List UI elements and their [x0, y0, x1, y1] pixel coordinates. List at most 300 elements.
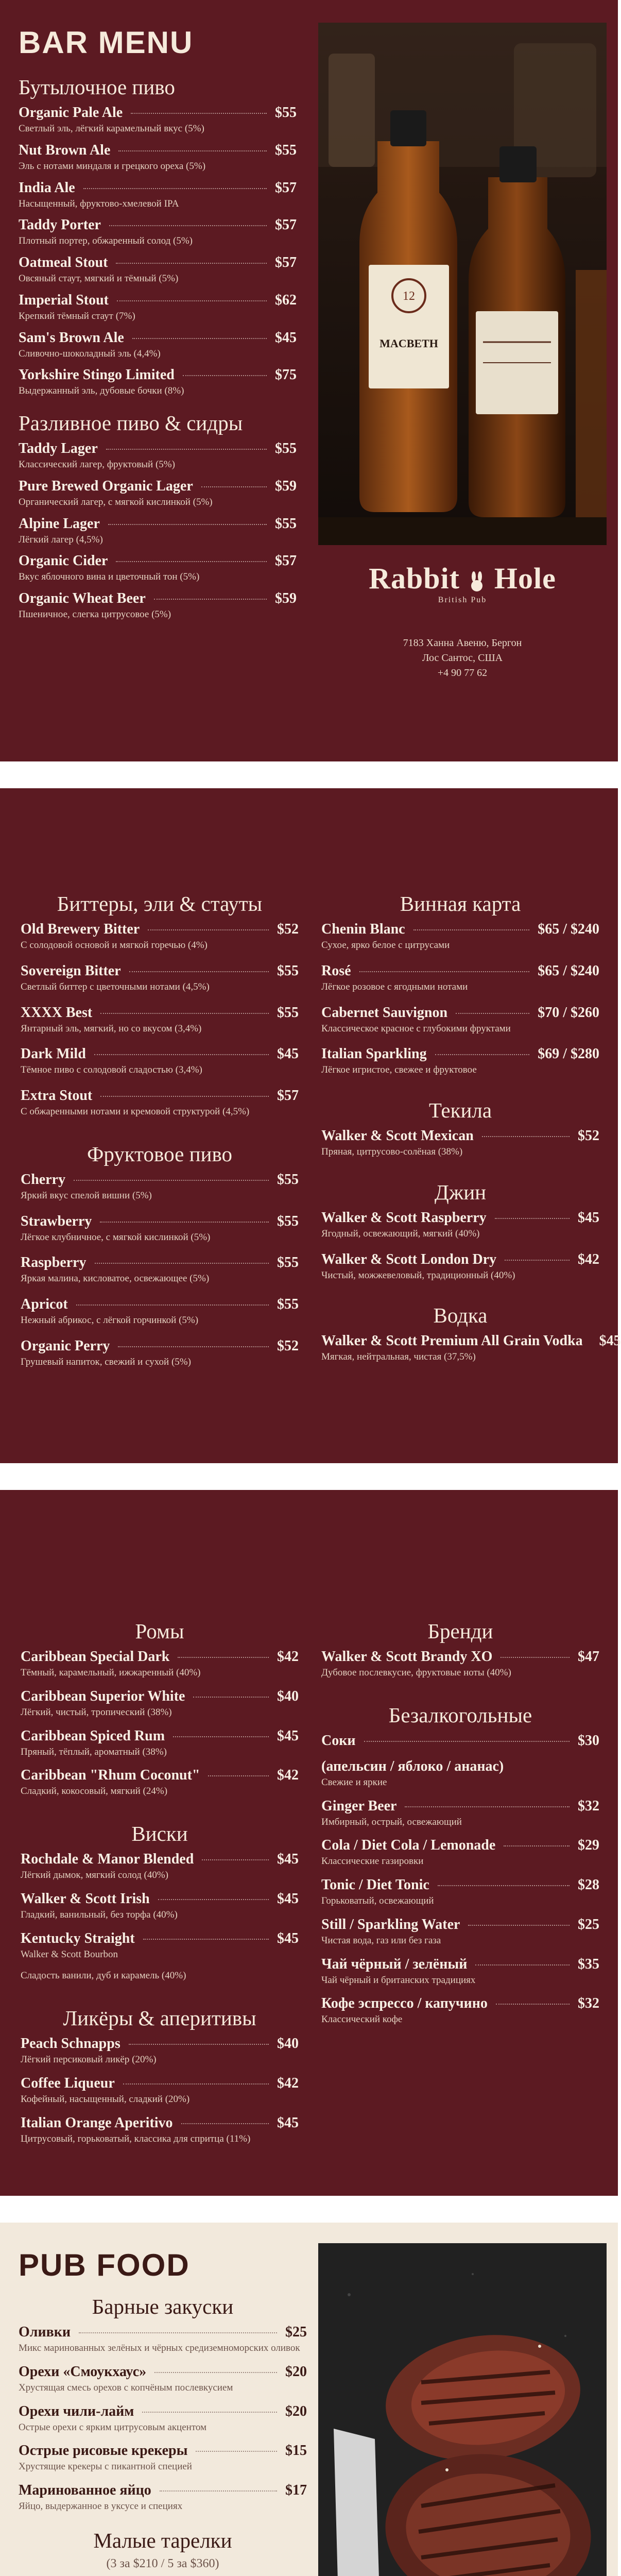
- menu-item: [321, 1758, 599, 1789]
- item-price: $55: [275, 440, 297, 456]
- menu-section: [321, 891, 599, 1076]
- item-description: Кофейный, насыщенный, сладкий (20%): [21, 2093, 190, 2105]
- menu-item: [321, 1877, 599, 1907]
- menu-item-row: [19, 2443, 307, 2459]
- section-title: Барные закуски: [92, 2295, 234, 2318]
- section-title: Безалкогольные: [388, 1703, 532, 1727]
- item-description: Чай чёрный и британских традициях: [321, 1974, 476, 1986]
- item-price: $42: [578, 1251, 599, 1267]
- menu-item-row: [19, 292, 297, 309]
- item-name: Соки: [321, 1732, 356, 1749]
- menu-item-row: [19, 2364, 307, 2380]
- item-price: $45: [277, 1727, 299, 1744]
- dot-leader: [364, 1741, 570, 1742]
- section-title: Джин: [434, 1180, 487, 1204]
- menu-item-row: [321, 1798, 599, 1815]
- menu-item: [21, 1851, 299, 1882]
- item-price: $55: [277, 1255, 299, 1271]
- menu-item-row: [19, 105, 297, 121]
- item-name: Organic Pale Ale: [19, 105, 123, 121]
- item-name: Peach Schnapps: [21, 2036, 120, 2052]
- menu-item: [321, 1995, 599, 2026]
- item-name: Nut Brown Ale: [19, 142, 111, 158]
- menu-item-row: [21, 1767, 299, 1784]
- menu-section: [321, 1303, 621, 1363]
- steak-illustration: [318, 2243, 607, 2576]
- menu-item-row: [21, 2115, 299, 2131]
- item-price: $59: [275, 478, 297, 494]
- dot-leader: [208, 1775, 269, 1776]
- item-name: XXXX Best: [21, 1004, 93, 1021]
- menu-item-row: [21, 1338, 299, 1354]
- item-name: Yorkshire Stingo Limited: [19, 367, 175, 383]
- spirits-page: [0, 1490, 618, 2196]
- item-name: Sam's Brown Ale: [19, 329, 124, 346]
- menu-item: [19, 255, 297, 285]
- dot-leader: [505, 1260, 570, 1261]
- menu-item-row: [19, 590, 297, 607]
- menu-section: [321, 1098, 599, 1158]
- menu-item-row: [321, 1733, 599, 1749]
- dot-leader: [116, 263, 267, 264]
- item-name: Old Brewery Bitter: [21, 921, 140, 937]
- menu-item-row: [321, 1877, 599, 1893]
- item-name: Organic Wheat Beer: [19, 590, 146, 606]
- menu-item: [321, 1251, 599, 1282]
- menu-item-row: [21, 1728, 299, 1744]
- item-description: Walker & Scott Bourbon: [21, 1948, 118, 1960]
- dot-leader: [173, 1736, 269, 1737]
- item-name: Walker & Scott Mexican: [321, 1128, 474, 1144]
- menu-item-row: [19, 2403, 307, 2420]
- menu-item: [321, 1128, 599, 1158]
- item-description: Светлый эль, лёгкий карамельный вкус (5%): [19, 123, 204, 134]
- menu-item-row: [321, 1649, 599, 1665]
- item-price: $55: [275, 105, 297, 121]
- bar-menu-page: [0, 0, 618, 761]
- item-price: $17: [285, 2482, 307, 2498]
- item-description: Ягодный, освежающий, мягкий (40%): [321, 1228, 480, 1239]
- menu-item: [21, 2075, 299, 2106]
- item-description: Сливочно-шоколадный эль (4,4%): [19, 348, 161, 359]
- item-description: Свежие и яркие: [321, 1776, 387, 1788]
- item-name: Kentucky Straight: [21, 1930, 135, 1946]
- item-description: Гладкий, ванильный, без торфа (40%): [21, 1909, 178, 1920]
- item-description: Яркий вкус спелой вишни (5%): [21, 1190, 152, 1201]
- menu-item-row: [21, 1255, 299, 1271]
- item-description: Грушевый напиток, свежий и сухой (5%): [21, 1356, 191, 1367]
- item-description: Классический кофе: [321, 2014, 403, 2025]
- item-description: Лёгкий лагер (4,5%): [19, 534, 103, 545]
- dot-leader: [148, 929, 269, 930]
- section-title: Бренди: [427, 1619, 493, 1643]
- item-price: $57: [275, 179, 297, 196]
- dot-leader: [475, 1964, 570, 1965]
- menu-item: [321, 1917, 599, 1947]
- item-name: Pure Brewed Organic Lager: [19, 478, 193, 494]
- item-price: $40: [277, 2036, 299, 2052]
- dot-leader: [495, 1218, 570, 1219]
- dot-leader: [160, 2490, 277, 2492]
- item-name: Cabernet Sauvignon: [321, 1004, 448, 1021]
- menu-item-row: [19, 367, 297, 383]
- item-price: $42: [277, 1767, 299, 1784]
- bottle-label: MACBETH: [380, 337, 438, 350]
- item-description: Чистый, можжевеловый, традиционный (40%): [321, 1269, 515, 1281]
- menu-section: [321, 1703, 599, 2026]
- menu-item: [21, 1728, 299, 1758]
- menu-item-row: [21, 1930, 299, 1947]
- menu-item-row: [21, 1891, 299, 1907]
- rabbit-icon: [468, 571, 486, 592]
- item-price: $55: [277, 1296, 299, 1312]
- dot-leader: [109, 225, 267, 226]
- menu-item-row: [321, 1251, 599, 1268]
- item-price: $20: [285, 2363, 307, 2380]
- right-column: [321, 1619, 599, 2049]
- menu-item-row: [19, 440, 297, 457]
- dot-leader: [501, 1657, 570, 1658]
- page-gap: [0, 2196, 618, 2223]
- menu-item-row: [19, 330, 297, 346]
- item-price: $52: [277, 921, 299, 937]
- pub-food-page: [0, 2223, 618, 2576]
- menu-item-row: [21, 1649, 299, 1665]
- dot-leader: [129, 971, 269, 972]
- item-description: Микс маринованных зелёных и чёрных средиземноморских оливок: [19, 2343, 300, 2353]
- menu-item: [21, 1255, 299, 1285]
- menu-item-row: [19, 255, 297, 271]
- item-price: $35: [578, 1956, 599, 1972]
- dot-leader: [158, 1899, 269, 1900]
- item-price: $20: [285, 2403, 307, 2419]
- item-price: $69 / $280: [538, 1046, 599, 1062]
- item-name: Walker & Scott Irish: [21, 1890, 150, 1907]
- menu-item-row: [21, 921, 299, 938]
- item-description: Классические газировки: [321, 1856, 424, 1867]
- menu-item-row: [19, 217, 297, 233]
- menu-item: [19, 142, 297, 173]
- item-name: Extra Stout: [21, 1088, 93, 1104]
- dot-leader: [83, 188, 267, 189]
- menu-item-row: [19, 2482, 307, 2499]
- item-price: $25: [285, 2324, 307, 2340]
- snacks-section: [19, 2294, 307, 2576]
- menu-item: [321, 1798, 599, 1828]
- item-name: Caribbean Superior White: [21, 1688, 185, 1704]
- dot-leader: [118, 1346, 269, 1347]
- menu-item-row: [21, 2036, 299, 2052]
- item-name: Чай чёрный / зелёный: [321, 1956, 468, 1972]
- dot-leader: [123, 2083, 269, 2084]
- dot-leader: [108, 524, 267, 525]
- item-name: Ginger Beer: [321, 1798, 397, 1814]
- item-price: $55: [275, 142, 297, 158]
- menu-item: [321, 1046, 599, 1076]
- left-column: [21, 891, 299, 1392]
- menu-item: [19, 590, 297, 621]
- item-description: Сладкий, кокосовый, мягкий (24%): [21, 1786, 168, 1797]
- item-description: Плотный портер, обжаренный солод (5%): [19, 235, 193, 247]
- menu-item: [21, 1688, 299, 1719]
- page-gap: [0, 1463, 618, 1490]
- menu-item: [321, 1005, 599, 1035]
- item-name: Caribbean Special Dark: [21, 1649, 170, 1665]
- item-description: Пряный, тёплый, ароматный (38%): [21, 1746, 167, 1757]
- item-description: Пряная, цитрусово-солёная (38%): [321, 1146, 463, 1157]
- left-column: [21, 1619, 299, 2168]
- menu-item: [19, 330, 297, 360]
- menu-section: [19, 75, 297, 397]
- item-description: Насыщенный, фруктово-хмелевой IPA: [19, 198, 179, 209]
- item-price: $59: [275, 590, 297, 606]
- item-name: Cola / Diet Cola / Lemonade: [321, 1837, 496, 1854]
- address-block: [318, 636, 607, 681]
- dot-leader: [117, 300, 267, 301]
- item-description: С обжаренными нотами и кремовой структурой (4,5%): [21, 1106, 250, 1117]
- section-title: Разливное пиво & сидры: [19, 411, 243, 435]
- item-price: $45: [277, 2114, 299, 2131]
- item-price: $55: [277, 1004, 299, 1021]
- item-price: $52: [277, 1337, 299, 1354]
- item-price: $52: [578, 1128, 599, 1144]
- address-line: 7183 Ханна Авеню, Бергон: [403, 637, 522, 649]
- bitters-wine-page: [0, 788, 621, 1463]
- item-price: $75: [275, 367, 297, 383]
- menu-title: BAR MENU: [19, 25, 194, 60]
- menu-item: [21, 1338, 299, 1368]
- menu-item-row: [21, 1688, 299, 1705]
- item-name: Cherry: [21, 1171, 66, 1188]
- item-name: Chenin Blanc: [321, 921, 405, 937]
- item-price: $25: [578, 1916, 599, 1933]
- bottled-beer-section: [19, 75, 297, 621]
- item-name: Caribbean Spiced Rum: [21, 1727, 165, 1744]
- menu-item: [21, 1930, 299, 1961]
- bottles-illustration: [318, 23, 607, 545]
- menu-item: [321, 1956, 599, 1987]
- dot-leader: [142, 2412, 277, 2413]
- item-name: India Ale: [19, 179, 75, 196]
- item-price: $45: [599, 1333, 621, 1349]
- item-price: $57: [275, 217, 297, 233]
- item-description: Имбирный, острый, освежающий: [321, 1816, 462, 1827]
- section-title: Водка: [433, 1303, 488, 1328]
- item-name: Coffee Liqueur: [21, 2075, 115, 2091]
- item-name: Walker & Scott Premium All Grain Vodka: [321, 1333, 583, 1349]
- menu-item-row: [321, 1333, 621, 1349]
- logo-word-hole: Hole: [494, 562, 556, 595]
- section-subtitle: (3 за $210 / 5 за $360): [106, 2556, 219, 2570]
- menu-section: [19, 2294, 307, 2513]
- dot-leader: [116, 561, 267, 562]
- menu-item: [19, 516, 297, 546]
- item-price: $45: [578, 1209, 599, 1226]
- section-title: Ликёры & аперитивы: [63, 2006, 256, 2030]
- menu-item-row: [21, 1851, 299, 1868]
- section-title: Биттеры, эли & стауты: [57, 892, 263, 916]
- menu-section: [21, 1619, 299, 1798]
- dot-leader: [405, 1806, 570, 1807]
- logo-subtitle: British Pub: [438, 596, 487, 604]
- item-description: С солодовой основой и мягкой горечью (4%): [21, 940, 208, 951]
- menu-item: [21, 1296, 299, 1327]
- item-price: $55: [277, 1171, 299, 1188]
- item-description: Сухое, ярко белое с цитрусами: [321, 940, 450, 951]
- item-price: $55: [277, 1213, 299, 1229]
- item-description: Пшеничное, слегка цитрусовое (5%): [19, 609, 171, 620]
- item-price: $32: [578, 1798, 599, 1814]
- item-description: Вкус яблочного вина и цветочный тон (5%): [19, 571, 200, 583]
- item-description: Лёгкий, чистый, тропический (38%): [21, 1706, 172, 1718]
- item-description: Выдержанный эль, дубовые бочки (8%): [19, 385, 184, 397]
- menu-section: [21, 891, 299, 1118]
- menu-item-row: [321, 1837, 599, 1854]
- dot-leader: [100, 1096, 269, 1097]
- menu-item: [19, 2403, 307, 2434]
- item-price: $29: [578, 1837, 599, 1854]
- menu-item: [21, 1005, 299, 1035]
- menu-item-row: [21, 1296, 299, 1313]
- item-name: Walker & Scott Raspberry: [321, 1209, 487, 1226]
- dot-leader: [154, 2372, 277, 2373]
- dot-leader: [482, 1136, 570, 1137]
- section-title: Виски: [131, 1822, 188, 1845]
- section-title: Бутылочное пиво: [19, 75, 175, 99]
- dot-leader: [201, 486, 267, 487]
- menu-section: [19, 2528, 307, 2576]
- item-price: $45: [277, 1890, 299, 1907]
- item-description: Эль с нотами миндаля и грецкого ореха (5%): [19, 160, 206, 172]
- item-name: Strawberry: [21, 1213, 92, 1229]
- dot-leader: [118, 150, 267, 151]
- item-description: Тёмный, карамельный, ижжаренный (40%): [21, 1667, 201, 1678]
- menu-item: [19, 180, 297, 210]
- item-price: $57: [277, 1088, 299, 1104]
- menu-item-row: [321, 1758, 599, 1775]
- item-description: Лёгкий персиковый ликёр (20%): [21, 2054, 157, 2065]
- item-price: $40: [277, 1688, 299, 1704]
- item-description: Цитрусовый, горьковатый, классика для спритца (11%): [21, 2133, 251, 2144]
- menu-item: [21, 1970, 299, 1982]
- menu-item: [19, 367, 297, 397]
- menu-item: [21, 2115, 299, 2145]
- item-name: Alpine Lager: [19, 515, 100, 532]
- menu-item: [321, 1649, 599, 1679]
- item-name: Caribbean "Rhum Coconut": [21, 1767, 200, 1784]
- item-name: Organic Perry: [21, 1337, 110, 1354]
- menu-item-row: [19, 516, 297, 532]
- dot-leader: [496, 2004, 570, 2005]
- dot-leader: [196, 2451, 277, 2452]
- item-name: Oatmeal Stout: [19, 255, 108, 270]
- item-name: Кофе эспрессо / капучино: [321, 1995, 488, 2012]
- steak-photo: [318, 2243, 607, 2576]
- logo-word-rabbit: Rabbit: [369, 562, 460, 595]
- item-description: Тёмное пиво с солодовой сладостью (3,4%): [21, 1064, 202, 1076]
- address-line: Лос Сантос, США: [422, 652, 503, 664]
- menu-item: [21, 1172, 299, 1202]
- menu-item-row: [21, 1005, 299, 1021]
- item-name: Walker & Scott Brandy XO: [321, 1649, 493, 1665]
- menu-item: [21, 1213, 299, 1244]
- item-name: Raspberry: [21, 1255, 87, 1271]
- menu-item-row: [21, 1213, 299, 1230]
- menu-item-row: [321, 1210, 599, 1226]
- item-price: $70 / $260: [538, 1004, 599, 1021]
- item-description: Яйцо, выдержанное в уксусе и специях: [19, 2501, 183, 2512]
- menu-item: [21, 1891, 299, 1921]
- menu-item: [21, 1046, 299, 1076]
- item-name: Орехи «Смоукхаус»: [19, 2363, 147, 2380]
- item-name: Imperial Stout: [19, 292, 109, 308]
- menu-item: [321, 1210, 599, 1240]
- dot-leader: [79, 2332, 277, 2333]
- dot-leader: [438, 1885, 570, 1886]
- menu-item-row: [21, 1088, 299, 1104]
- menu-item-row: [21, 2075, 299, 2092]
- dot-leader: [100, 1222, 269, 1223]
- dot-leader: [504, 1845, 570, 1846]
- item-description: Мягкая, нейтральная, чистая (37,5%): [321, 1351, 476, 1363]
- menu-item: [19, 105, 297, 135]
- menu-item: [21, 921, 299, 952]
- menu-item-row: [321, 921, 599, 938]
- item-price: $57: [275, 553, 297, 569]
- menu-section: [21, 2006, 299, 2145]
- item-price: $65 / $240: [538, 921, 599, 937]
- item-name: Apricot: [21, 1296, 68, 1312]
- menu-item: [21, 1767, 299, 1798]
- item-name: Rochdale & Manor Blended: [21, 1851, 194, 1867]
- bottles-photo: [318, 23, 607, 545]
- item-name: Маринованное яйцо: [19, 2482, 151, 2498]
- menu-item-row: [21, 963, 299, 979]
- item-description: Классический лагер, фруктовый (5%): [19, 459, 175, 470]
- section-title: Малые тарелки: [93, 2528, 232, 2552]
- menu-item: [321, 1837, 599, 1868]
- item-name: Орехи чили-лайм: [19, 2403, 134, 2419]
- item-description: Горьковатый, освежающий: [321, 1895, 434, 1906]
- menu-item: [19, 2324, 307, 2354]
- menu-item-row: [321, 1956, 599, 1973]
- menu-item-row: [321, 1917, 599, 1933]
- item-description: Нежный абрикос, с лёгкой горчинкой (5%): [21, 1315, 199, 1326]
- item-price: $45: [277, 1851, 299, 1867]
- menu-item: [21, 2036, 299, 2066]
- item-price: $45: [277, 1930, 299, 1946]
- item-price: $55: [275, 515, 297, 532]
- menu-item: [19, 217, 297, 247]
- menu-item-row: [321, 1995, 599, 2012]
- menu-item-row: [21, 1046, 299, 1062]
- menu-section: [19, 411, 297, 621]
- menu-item: [321, 921, 599, 952]
- section-title: Винная карта: [400, 892, 521, 916]
- item-name: Оливки: [19, 2324, 71, 2340]
- section-title: Ромы: [135, 1619, 184, 1643]
- item-description: Хрустящие крекеры с пикантной специей: [19, 2461, 192, 2472]
- dot-leader: [183, 375, 267, 376]
- menu-section: [21, 1142, 299, 1368]
- item-name: Still / Sparkling Water: [321, 1916, 460, 1933]
- dot-leader: [106, 449, 267, 450]
- food-title: PUB FOOD: [19, 2248, 190, 2282]
- item-name: Italian Sparkling: [321, 1046, 427, 1062]
- dot-leader: [74, 1180, 269, 1181]
- menu-item-row: [321, 1046, 599, 1062]
- menu-item-row: [19, 2324, 307, 2341]
